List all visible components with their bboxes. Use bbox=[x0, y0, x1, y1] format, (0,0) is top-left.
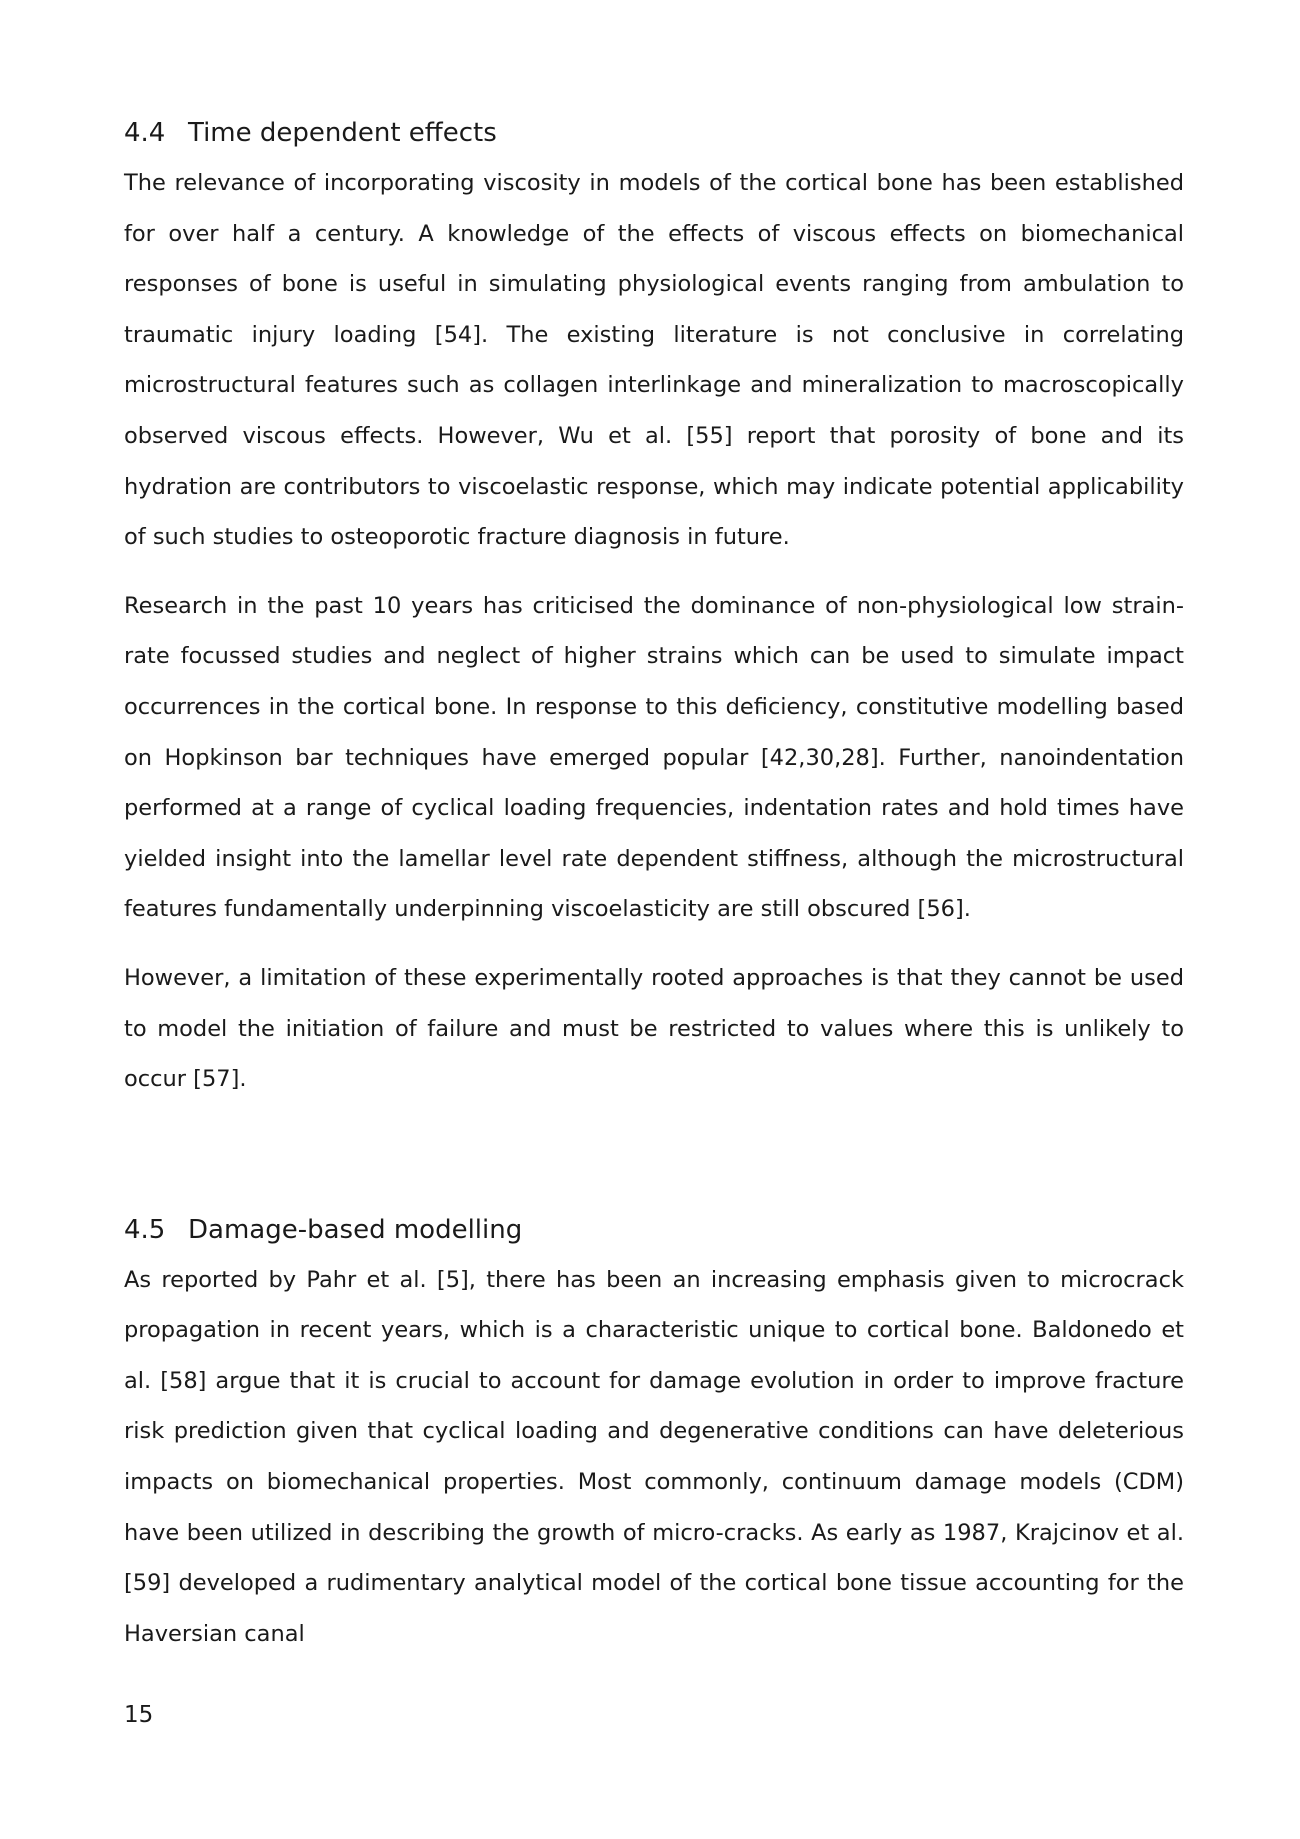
section-number: 4.5 bbox=[124, 1214, 166, 1245]
section-heading-4-4 bbox=[124, 118, 1184, 148]
page-content bbox=[124, 118, 1184, 1677]
paragraph: However, a limitation of these experimentally rooted approaches is that they cannot be used to model the initiation of failure and must be restricted to values where this is unlikely to occur [57]. bbox=[124, 964, 1184, 1093]
section-title: Time dependent effects bbox=[188, 118, 497, 148]
section-heading-4-5 bbox=[124, 1215, 1184, 1245]
section-number: 4.4 bbox=[124, 118, 166, 148]
paragraph: As reported by Pahr et al. [5], there has been an increasing emphasis given to microcrack propagation in recent years, which is a characteristic unique to cortical bone. Baldonedo et al. [58] argue that it is crucial to account for damage evolution in order to improve fracture risk prediction given that cyclical loading and degenerative conditions can have deleterious impacts on biomechanical properties. Most commonly, continuum damage models (CDM) have been utilized in describing the growth of micro-cracks. As early as 1987, Krajcinov et al. [59] developed a rudimentary analytical model of the cortical bone tissue accounting for the Haversian canal bbox=[124, 1266, 1184, 1647]
section-title: Damage-based modelling bbox=[188, 1214, 523, 1245]
page-number: 15 bbox=[124, 1702, 154, 1728]
paragraph: The relevance of incorporating viscosity in models of the cortical bone has been established for over half a century. A knowledge of the effects of viscous effects on biomechanical responses of bone is useful in simulating physiological events ranging from ambulation to traumatic injury loading [54]. The existing literature is not conclusive in correlating microstructural features such as collagen interlinkage and mineralization to macroscopically observed viscous effects. However, Wu et al. [55] report that porosity of bone and its hydration are contributors to viscoelastic response, which may indicate potential applicability of such studies to osteoporotic fracture diagnosis in future. bbox=[124, 170, 1184, 551]
section-gap bbox=[124, 1123, 1184, 1215]
paragraph: Research in the past 10 years has criticised the dominance of non-physiological low strain-rate focussed studies and neglect of higher strains which can be used to simulate impact occurrences in the cortical bone. In response to this deficiency, constitutive modelling based on Hopkinson bar techniques have emerged popular [42,30,28]. Further, nanoindentation performed at a range of cyclical loading frequencies, indentation rates and hold times have yielded insight into the lamellar level rate dependent stiffness, although the microstructural features fundamentally underpinning viscoelasticity are still obscured [56]. bbox=[124, 592, 1184, 923]
